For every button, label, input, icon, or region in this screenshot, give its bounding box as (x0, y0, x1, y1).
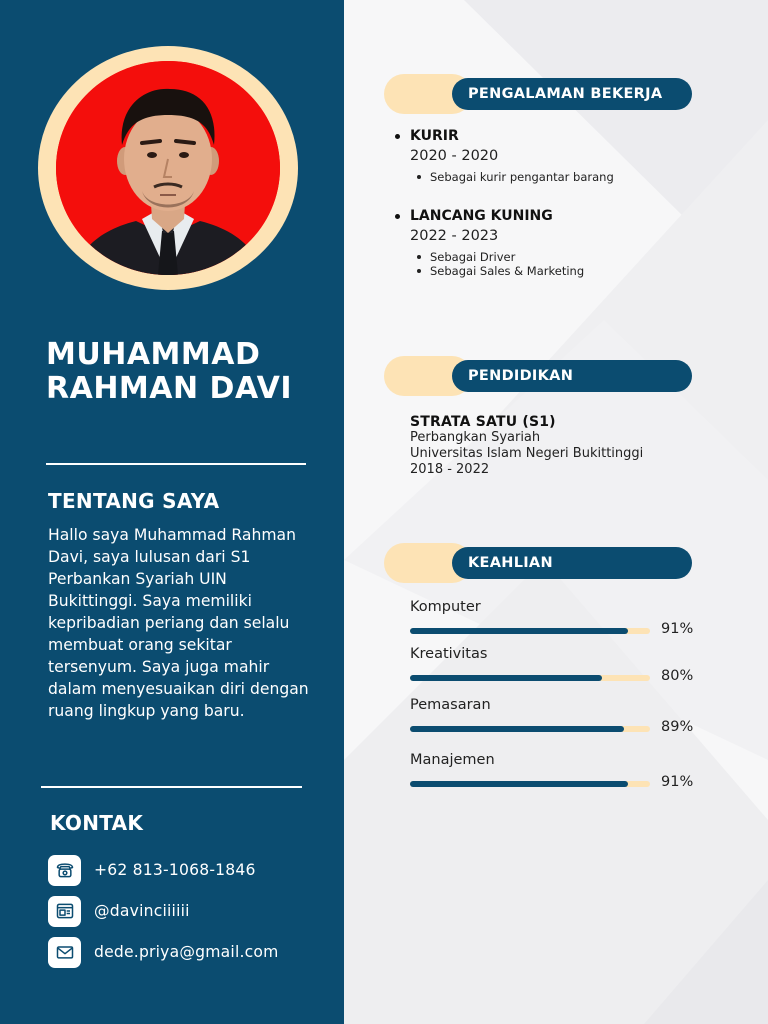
skill-item (410, 599, 710, 637)
profile-photo-frame (38, 46, 298, 290)
contact-social[interactable] (48, 895, 190, 927)
skill-item (410, 697, 710, 735)
education-title: PENDIDIKAN (452, 360, 692, 392)
skill-bar (410, 675, 650, 681)
education-years: 2018 - 2022 (410, 462, 490, 477)
skill-label: Komputer (410, 599, 481, 615)
skill-bar-fill (410, 726, 624, 732)
contact-social-text: @davinciiiiii (94, 902, 190, 920)
job-duty: Sebagai Sales & Marketing (410, 264, 722, 278)
skill-bar (410, 781, 650, 787)
education-header (384, 356, 692, 396)
job-title: LANCANG KUNING (392, 208, 722, 224)
phone-icon (48, 855, 81, 886)
job-years: 2020 - 2020 (410, 148, 499, 164)
job-title: KURIR (392, 128, 722, 144)
divider (41, 786, 302, 788)
contact-title: KONTAK (50, 811, 144, 835)
sidebar (0, 0, 344, 1024)
main-content (344, 0, 768, 1024)
contact-phone-text: +62 813-1068-1846 (94, 861, 256, 879)
skill-percent: 91% (661, 621, 694, 637)
skill-percent: 91% (661, 774, 694, 790)
job-years: 2022 - 2023 (410, 228, 499, 244)
name-line-2: RAHMAN DAVI (46, 371, 293, 406)
skills-title: KEAHLIAN (452, 547, 692, 579)
about-text: Hallo saya Muhammad Rahman Davi, saya lulusan dari S1 Perbankan Syariah UIN Bukittinggi. Saya memiliki kepribadian periang dan selalu membuat orang sekitar tersenyum. Saya juga mahir dalam menyesuaikan diri dengan ruang lingkup yang baru. (48, 526, 309, 720)
full-name (46, 338, 292, 406)
skill-label: Kreativitas (410, 646, 488, 662)
skill-bar (410, 726, 650, 732)
skill-item (410, 646, 710, 684)
skill-bar-fill (410, 781, 628, 787)
skill-bar (410, 628, 650, 634)
job-duty: Sebagai kurir pengantar barang (410, 170, 722, 184)
contact-phone[interactable] (48, 854, 256, 886)
mail-icon (48, 937, 81, 968)
education-school: Universitas Islam Negeri Bukittinggi (410, 446, 644, 461)
job-entry (392, 128, 722, 184)
job-entry (392, 208, 722, 278)
profile-photo (56, 61, 280, 275)
contact-email[interactable] (48, 936, 279, 968)
skill-bar-fill (410, 628, 628, 634)
education-entry (410, 414, 730, 478)
experience-header (384, 74, 692, 114)
social-media-icon (48, 896, 81, 927)
skills-header (384, 543, 692, 583)
skill-percent: 80% (661, 668, 694, 684)
education-degree: STRATA SATU (S1) (410, 414, 556, 430)
education-major: Perbangkan Syariah (410, 430, 541, 445)
name-line-1: MUHAMMAD (46, 337, 261, 372)
skill-bar-fill (410, 675, 602, 681)
job-duty: Sebagai Driver (410, 250, 722, 264)
contact-email-text: dede.priya@gmail.com (94, 943, 279, 961)
divider (46, 463, 306, 465)
skill-percent: 89% (661, 719, 694, 735)
skill-label: Manajemen (410, 752, 495, 768)
skill-item (410, 752, 710, 790)
skill-label: Pemasaran (410, 697, 491, 713)
about-title: TENTANG SAYA (48, 489, 220, 513)
experience-title: PENGALAMAN BEKERJA (452, 78, 692, 110)
